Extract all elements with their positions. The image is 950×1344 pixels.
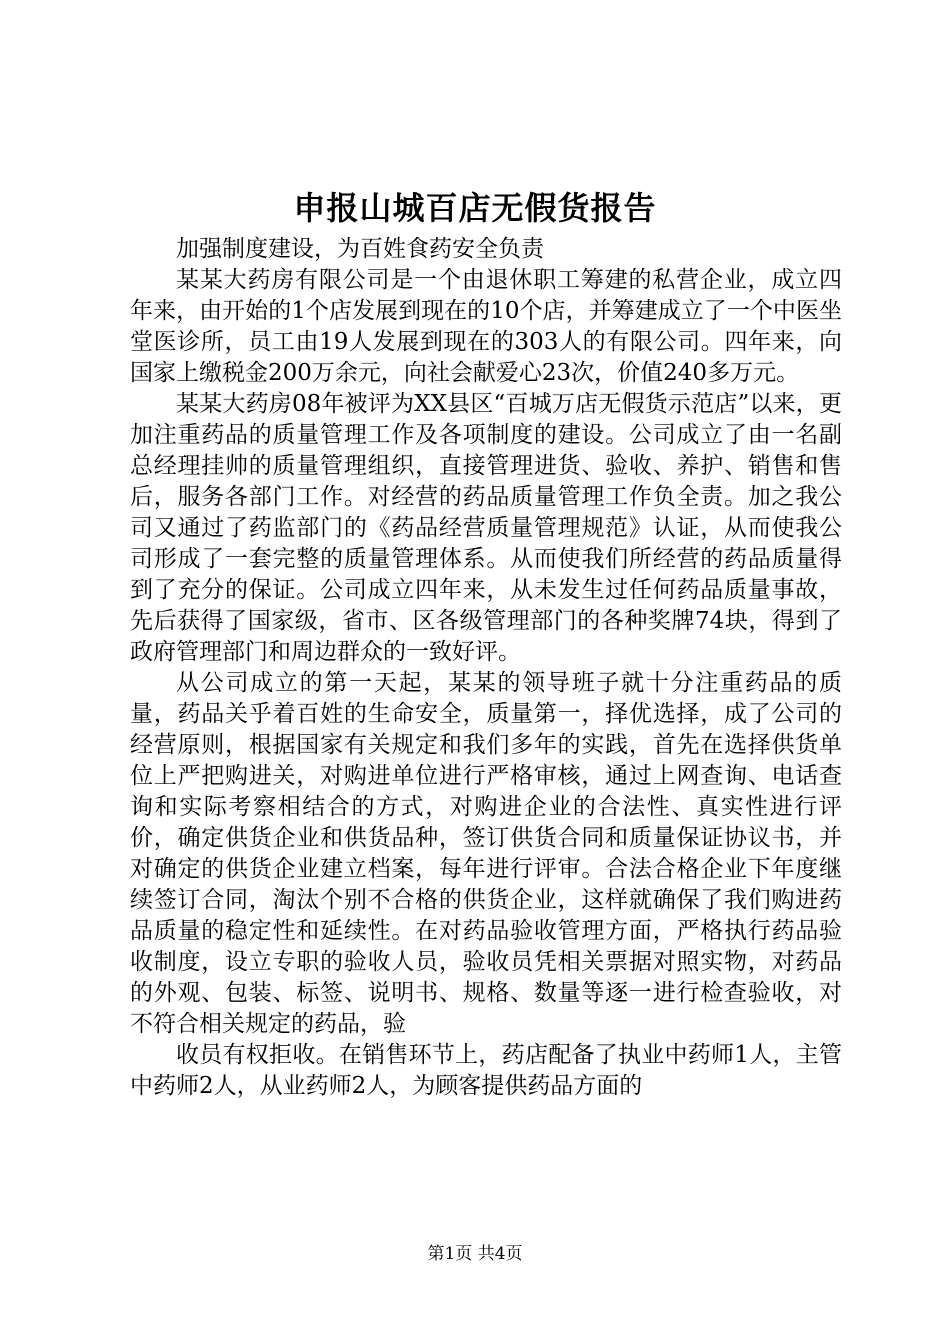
paragraph-subtitle: 加强制度建设，为百姓食药安全负责 (176, 236, 544, 262)
paragraph-procurement-acceptance: 从公司成立的第一天起，某某的领导班子就十分注重药品的质量，药品关乎着百姓的生命安全，质量第一，择优选择，成了公司的经营原则，根据国家有关规定和我们多年的实践，首先在选择供货单位上严把购进关，对购进单位进行严格审核，通过上网查询、电话查询和实际考察相结合的方式，对购进企业的合法性、真实性进行评价，确定供货企业和供货品种，签订供货合同和质量保证协议书，并对确定的供货企业建立档案，每年进行评审。合法合格企业下年度继续签订合同，淘汰个别不合格的供货企业，这样就确保了我们购进药品质量的稳定性和延续性。在对药品验收管理方面，严格执行药品验收制度，设立专职的验收人员，验收员凭相关票据对照实物，对药品的外观、包装、标签、说明书、规格、数量等逐一进行检查验收，对不符合相关规定的药品，验 (130, 670, 842, 1037)
paragraph-company-intro: 某某大药房有限公司是一个由退休职工筹建的私营企业，成立四年来，由开始的1个店发展到现在的10个店，并筹建成立了一个中医坐堂医诊所，员工由19人发展到现在的303人的有限公司。四年来，向国家上缴税金200万余元，向社会献爱心23次，价值240多万元。 (130, 267, 842, 386)
page-number-footer: 第1页 共4页 (427, 1244, 523, 1264)
paragraph-sales: 收员有权拒收。在销售环节上，药店配备了执业中药师1人，主管中药师2人，从业药师2人，为顾客提供药品方面的 (130, 1042, 842, 1099)
document-title: 申报山城百店无假货报告 (293, 189, 657, 227)
paragraph-quality-management: 某某大药房08年被评为XX县区“百城万店无假货示范店”以来，更加注重药品的质量管理工作及各项制度的建设。公司成立了由一名副总经理挂帅的质量管理组织，直接管理进货、验收、养护、销售和售后，服务各部门工作。对经营的药品质量管理工作负全责。加之我公司又通过了药监部门的《药品经营质量管理规范》认证，从而使我公司形成了一套完整的质量管理体系。从而使我们所经营的药品质量得到了充分的保证。公司成立四年来，从未发生过任何药品质量事故，先后获得了国家级，省市、区各级管理部门的各种奖牌74块，得到了政府管理部门和周边群众的一致好评。 (130, 391, 842, 665)
document-body (130, 234, 842, 1102)
